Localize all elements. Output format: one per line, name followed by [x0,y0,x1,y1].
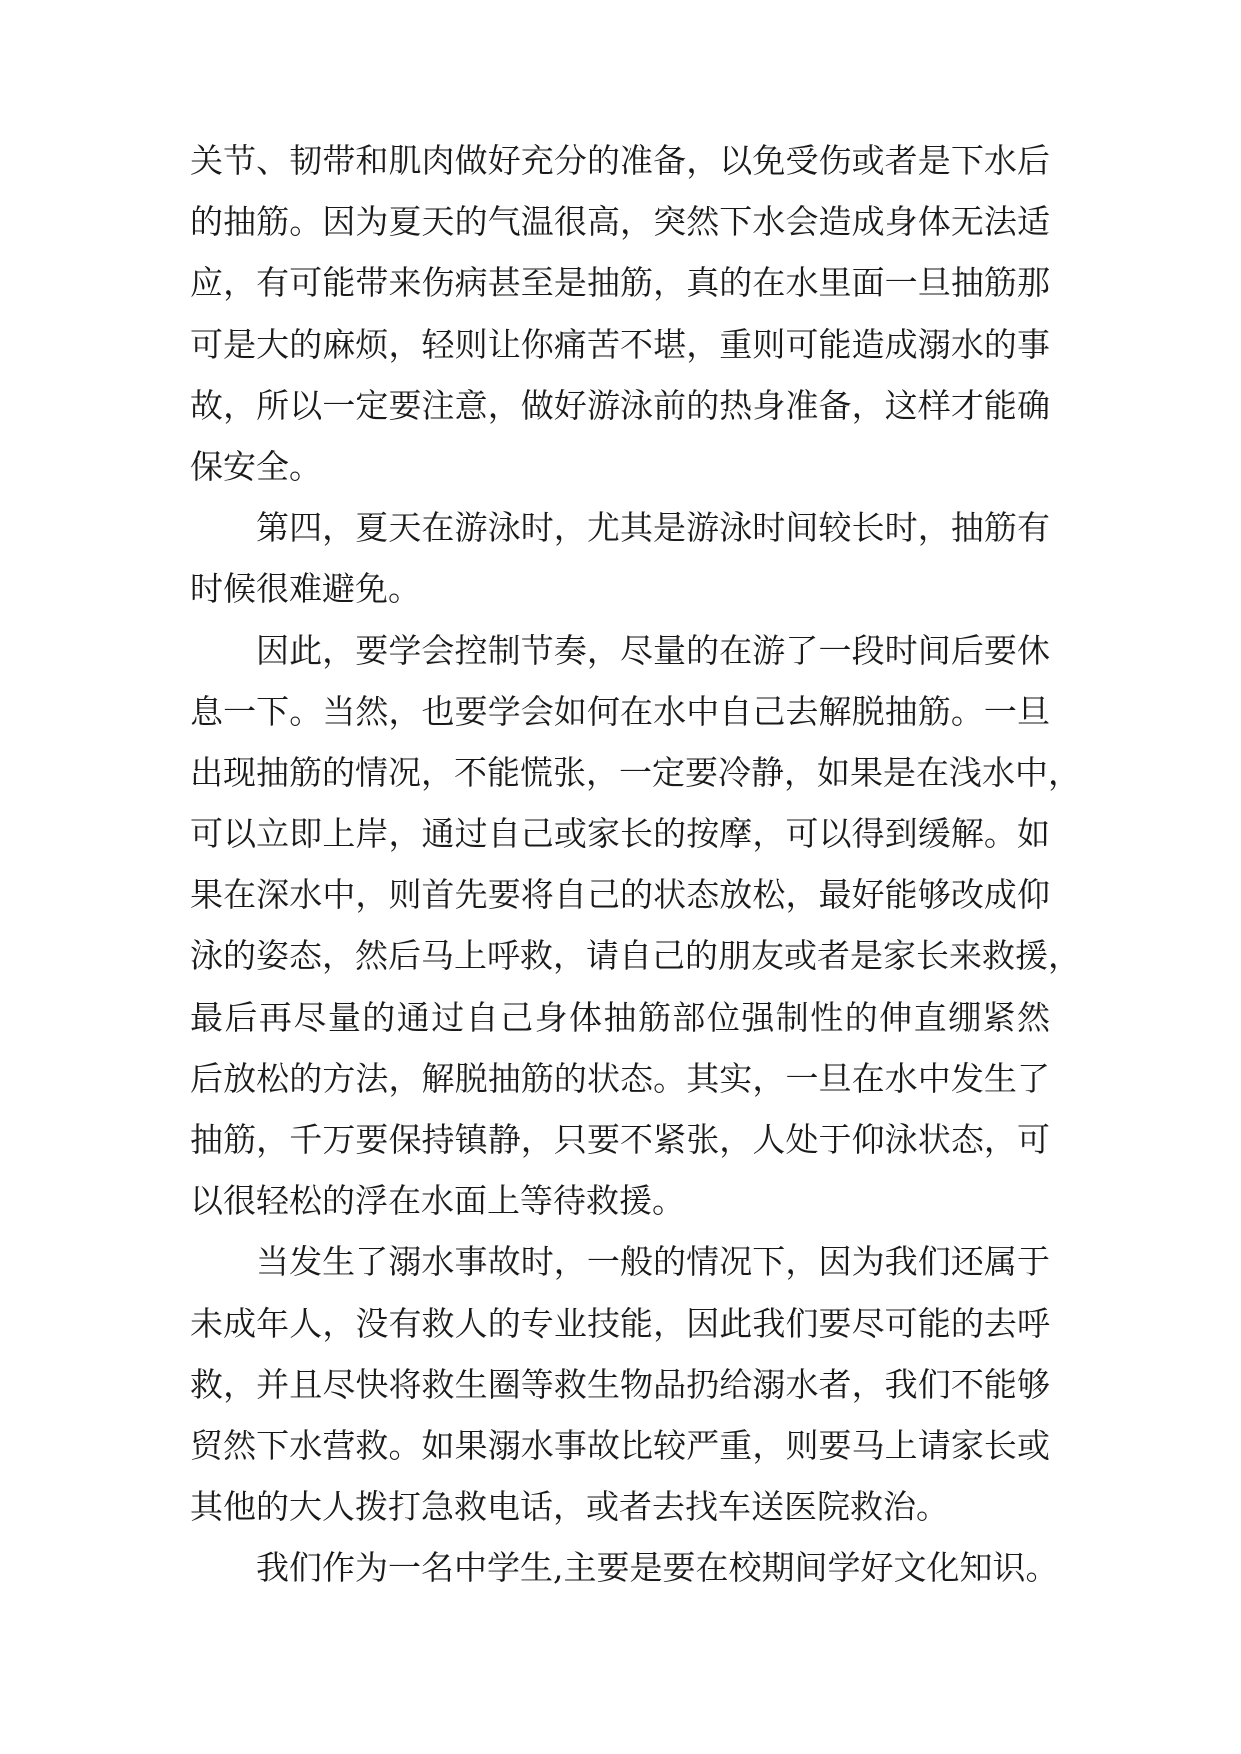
text-line: 救，并且尽快将救生圈等救生物品扔给溺水者，我们不能够 [190,1364,1050,1404]
text-line: 其他的大人拨打急救电话，或者去找车送医院救治。 [190,1487,949,1527]
text-line: 抽筋，千万要保持镇静，只要不紧张，人处于仰泳状态，可 [190,1120,1050,1159]
paragraph [190,497,1050,619]
text-line: 时候很难避免。 [190,569,421,609]
text-line: 因此，要学会控制节奏，尽量的在游了一段时间后要休 [256,630,1050,670]
paragraph [190,1231,1050,1537]
paragraph [190,130,1050,497]
text-line: 果在深水中，则首先要将自己的状态放松，最好能够改成仰 [190,875,1050,915]
text-line: 的抽筋。因为夏天的气温很高，突然下水会造成身体无法适 [190,202,1050,242]
text-line: 应，有可能带来伤病甚至是抽筋，真的在水里面一旦抽筋那 [190,263,1050,303]
text-line: 以很轻松的浮在水面上等待救援。 [190,1181,685,1221]
text-line: 泳的姿态，然后马上呼救，请自己的朋友或者是家长来救援， [190,936,1081,976]
text-line: 关节、韧带和肌肉做好充分的准备，以免受伤或者是下水后 [190,141,1050,180]
text-line: 可是大的麻烦，轻则让你痛苦不堪，重则可能造成溺水的事 [190,324,1050,364]
text-line: 保安全。 [190,446,322,486]
body-text [190,130,1081,1599]
text-line: 未成年人，没有救人的专业技能，因此我们要尽可能的去呼 [190,1303,1050,1343]
text-line: 贸然下水营救。如果溺水事故比较严重，则要马上请家长或 [190,1425,1050,1465]
text-line: 后放松的方法，解脱抽筋的状态。其实，一旦在水中发生了 [190,1058,1050,1098]
text-line: 出现抽筋的情况，不能慌张，一定要冷静，如果是在浅水中， [190,752,1081,792]
paragraph [190,620,1081,1232]
text-line: 我们作为一名中学生,主要是要在校期间学好文化知识。 [256,1548,1059,1588]
text-line: 当发生了溺水事故时，一般的情况下，因为我们还属于 [256,1242,1050,1282]
text-line: 故，所以一定要注意，做好游泳前的热身准备，这样才能确 [190,385,1050,425]
text-line: 息一下。当然，也要学会如何在水中自己去解脱抽筋。一旦 [190,691,1050,731]
text-line: 第四，夏天在游泳时，尤其是游泳时间较长时，抽筋有 [256,508,1050,548]
paragraph [190,1537,1059,1598]
text-line: 可以立即上岸，通过自己或家长的按摩，可以得到缓解。如 [190,814,1050,854]
text-line: 最后再尽量的通过自己身体抽筋部位强制性的伸直绷紧然 [190,997,1050,1037]
